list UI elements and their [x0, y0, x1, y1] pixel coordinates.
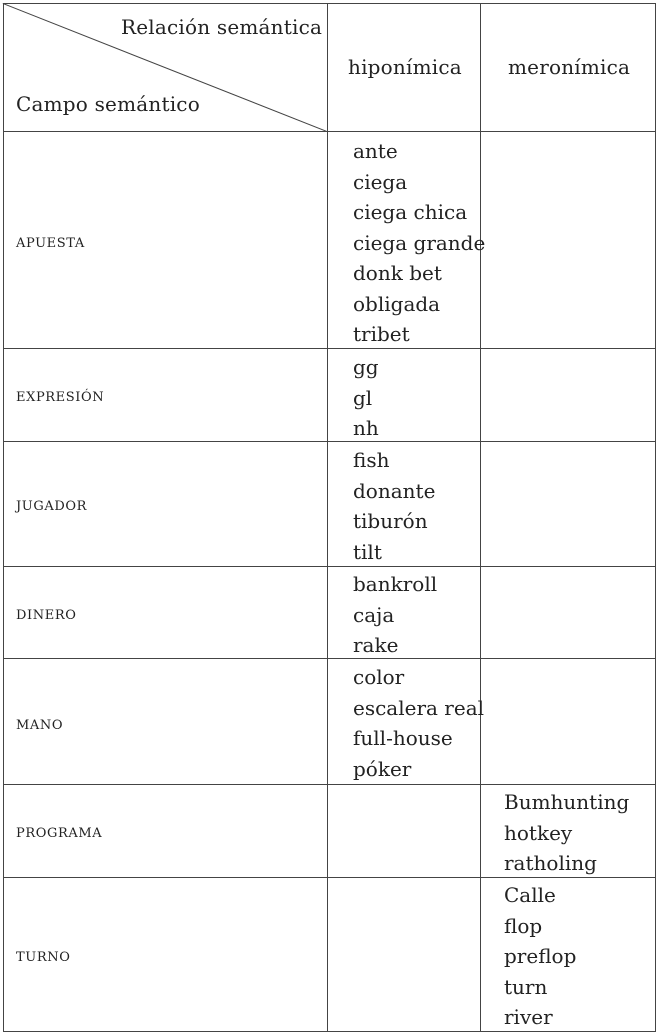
row-divider — [3, 566, 656, 567]
hyponymic-terms-list — [353, 352, 379, 444]
term: obligada — [353, 291, 441, 316]
term: ante — [353, 139, 398, 163]
category-label: PROGRAMA — [16, 826, 103, 841]
diagonal-header-bottom-label: Campo semántico — [16, 92, 200, 116]
category-label: MANO — [16, 718, 64, 733]
hyponymic-terms-list — [353, 445, 435, 567]
term: river — [504, 1005, 553, 1029]
category-label: EXPRESIÓN — [16, 390, 105, 405]
term: tilt — [353, 539, 382, 564]
category-label: TURNO — [16, 950, 71, 965]
term: Bumhunting — [504, 790, 630, 814]
term: bankroll — [353, 572, 438, 596]
term: donante — [353, 478, 436, 503]
term: hotkey — [504, 820, 573, 845]
term: turn — [504, 974, 548, 999]
meronymic-terms-list — [504, 880, 576, 1033]
row-divider — [3, 348, 656, 349]
column-divider-1 — [327, 3, 328, 1032]
row-divider — [3, 658, 656, 659]
term: preflop — [504, 944, 577, 968]
hyponymic-terms-list — [353, 569, 437, 661]
header-bottom-border — [3, 131, 656, 132]
term: ciega chica — [353, 200, 468, 224]
category-label: JUGADOR — [16, 499, 88, 514]
term: ratholing — [504, 851, 597, 875]
term: color — [353, 665, 405, 689]
term: gg — [353, 355, 379, 379]
table-border-left — [3, 3, 4, 1032]
category-label: APUESTA — [16, 236, 85, 251]
table-border-right — [655, 3, 656, 1032]
term: Calle — [504, 883, 556, 907]
term: tribet — [353, 322, 410, 346]
term: fish — [353, 448, 390, 472]
table-border-top — [3, 3, 656, 4]
term: escalera real — [353, 695, 485, 720]
column-header-hyponymic: hiponímica — [348, 55, 462, 79]
term: ciega grande — [353, 230, 486, 255]
diagonal-header-top-label: Relación semántica — [121, 15, 323, 39]
term: flop — [504, 913, 543, 938]
term: nh — [353, 416, 379, 440]
term: tiburón — [353, 509, 428, 533]
row-divider — [3, 784, 656, 785]
column-header-meronymic: meronímica — [508, 55, 631, 79]
term: póker — [353, 756, 412, 781]
category-label: DINERO — [16, 608, 77, 623]
term: caja — [353, 602, 395, 627]
term: ciega — [353, 169, 408, 194]
term: rake — [353, 633, 399, 657]
meronymic-terms-list — [504, 787, 629, 879]
term: donk bet — [353, 261, 442, 285]
hyponymic-terms-list — [353, 136, 485, 350]
row-divider — [3, 441, 656, 442]
term: gl — [353, 385, 373, 410]
term: full-house — [353, 726, 453, 750]
hyponymic-terms-list — [353, 662, 484, 784]
